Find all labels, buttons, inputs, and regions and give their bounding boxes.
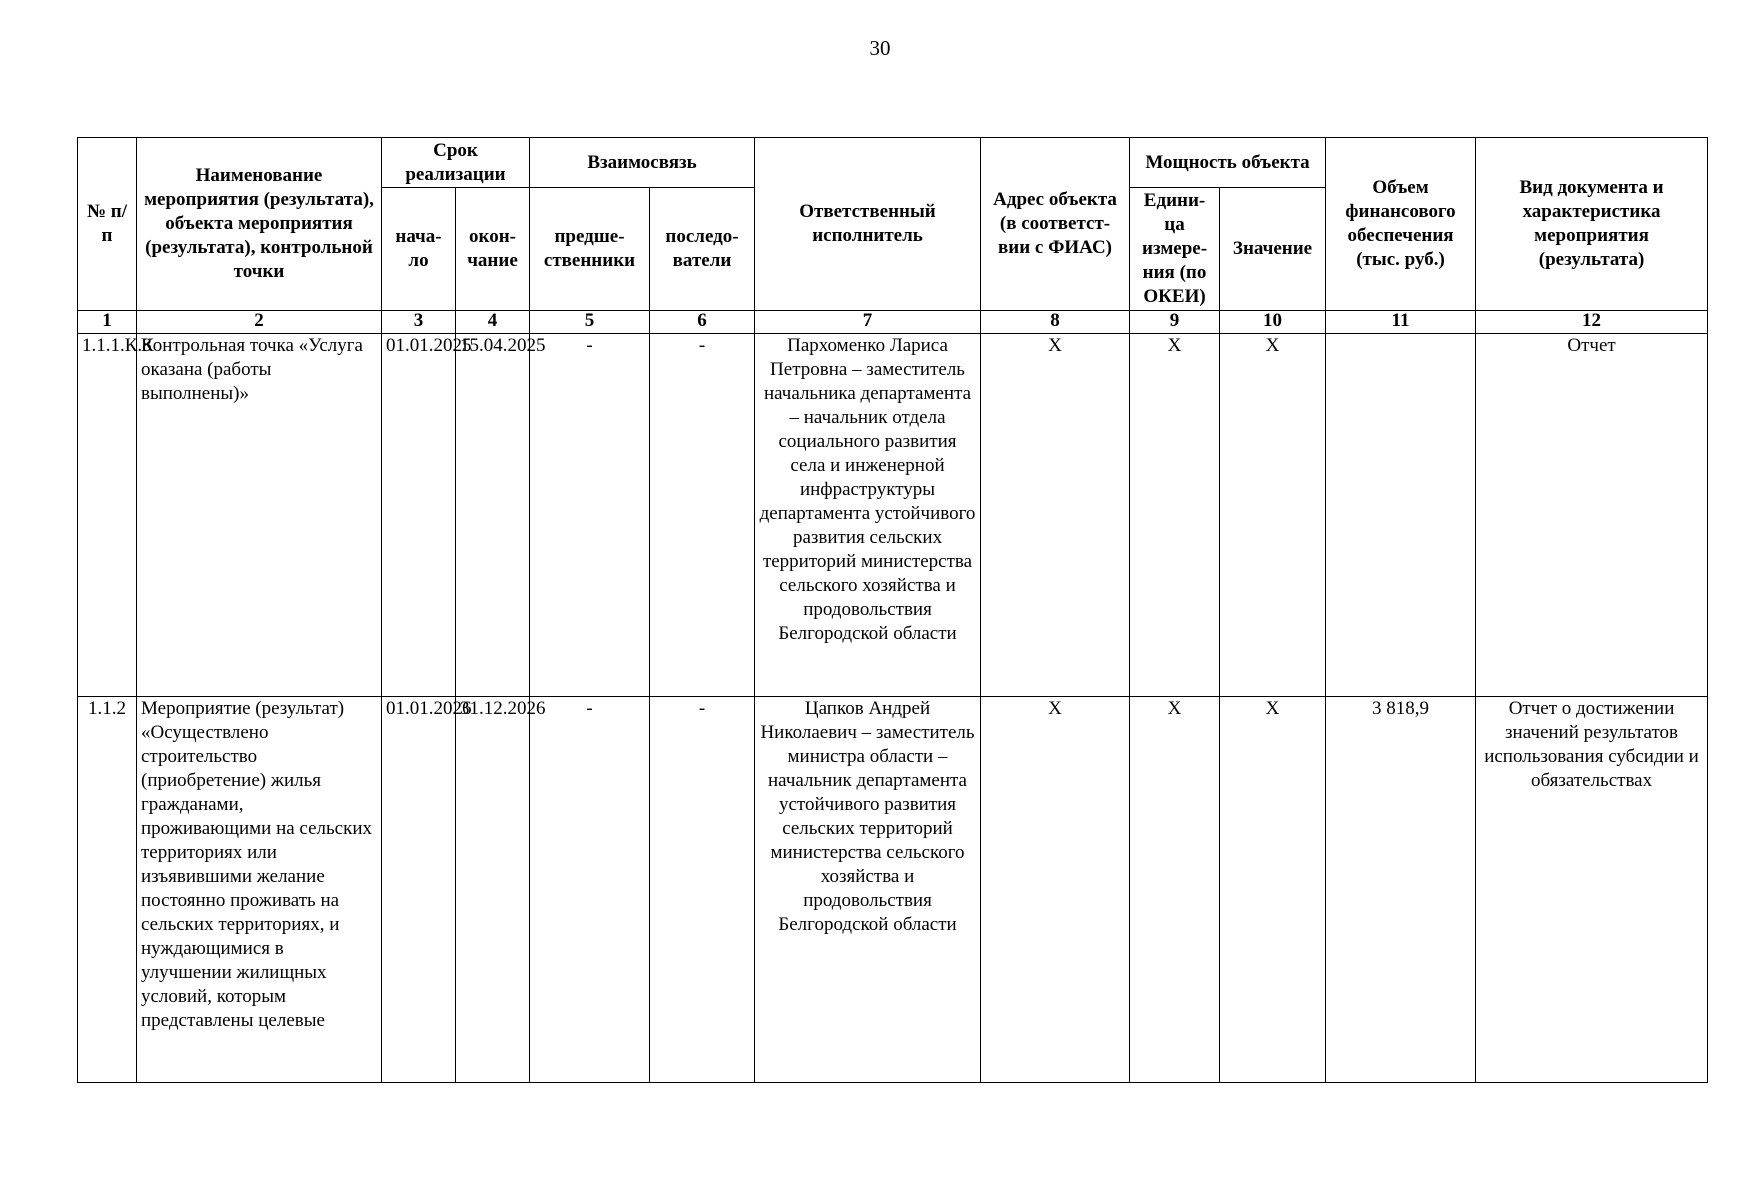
header-capacity-value: Значение <box>1220 188 1326 311</box>
header-relation-next: последо-ватели <box>650 188 755 311</box>
header-term-start: нача-ло <box>382 188 456 311</box>
cell-responsible: Цапков Андрей Николаевич – заместитель министра области – начальник департамента устойчивого развития сельских территорий министерства сельского хозяйства и продовольствия Белгородской области <box>755 697 981 1083</box>
cell-prev: - <box>530 697 650 1083</box>
header-row-1 <box>78 138 1708 188</box>
column-number-row <box>78 311 1708 334</box>
header-finance: Объем финансового обеспечения (тыс. руб.) <box>1326 138 1476 311</box>
header-term-end: окон-чание <box>456 188 530 311</box>
cell-value: Х <box>1220 697 1326 1083</box>
column-number: 7 <box>755 311 981 334</box>
cell-value: Х <box>1220 334 1326 697</box>
header-term: Срок реализации <box>382 138 530 188</box>
column-number: 3 <box>382 311 456 334</box>
header-responsible: Ответственный исполнитель <box>755 138 981 311</box>
plan-table <box>77 137 1708 1083</box>
column-number: 6 <box>650 311 755 334</box>
column-number: 12 <box>1476 311 1708 334</box>
cell-responsible: Пархоменко Лариса Петровна – заместитель начальника департамента – начальник отдела социального развития села и инженерной инфраструктуры департамента устойчивого развития сельских территорий министерства сельского хозяйства и продовольствия Белгородской области <box>755 334 981 697</box>
cell-name: Контрольная точка «Услуга оказана (работы выполнены)» <box>137 334 382 697</box>
table-row <box>78 697 1708 1083</box>
cell-address: Х <box>981 334 1130 697</box>
cell-name: Мероприятие (результат) «Осуществлено строительство (приобретение) жилья гражданами, проживающими на сельских территориях или изъявившими желание постоянно проживать на сельских территориях, и нуждающимися в улучшении жилищных условий, которым представлены целевые <box>137 697 382 1083</box>
cell-num: 1.1.1.К.8 <box>78 334 137 697</box>
cell-start: 01.01.2026 <box>382 697 456 1083</box>
column-number: 2 <box>137 311 382 334</box>
cell-unit: Х <box>1130 697 1220 1083</box>
header-capacity-unit: Едини-ца измере-ния (по ОКЕИ) <box>1130 188 1220 311</box>
column-number: 10 <box>1220 311 1326 334</box>
cell-next: - <box>650 697 755 1083</box>
cell-prev: - <box>530 334 650 697</box>
column-number: 4 <box>456 311 530 334</box>
column-number: 9 <box>1130 311 1220 334</box>
table-row <box>78 334 1708 697</box>
cell-doc: Отчет о достижении значений результатов использования субсидии и обязательствах <box>1476 697 1708 1083</box>
cell-address: Х <box>981 697 1130 1083</box>
cell-num: 1.1.2 <box>78 697 137 1083</box>
header-num: № п/п <box>78 138 137 311</box>
header-doc: Вид документа и характеристика мероприятия (результата) <box>1476 138 1708 311</box>
header-relation: Взаимосвязь <box>530 138 755 188</box>
header-address: Адрес объекта (в соответст-вии с ФИАС) <box>981 138 1130 311</box>
header-name: Наименование мероприятия (результата), объекта мероприятия (результата), контрольной точки <box>137 138 382 311</box>
column-number: 5 <box>530 311 650 334</box>
cell-next: - <box>650 334 755 697</box>
cell-end: 31.12.2026 <box>456 697 530 1083</box>
column-number: 1 <box>78 311 137 334</box>
header-relation-prev: предше-ственники <box>530 188 650 311</box>
column-number: 8 <box>981 311 1130 334</box>
column-number: 11 <box>1326 311 1476 334</box>
cell-finance: 3 818,9 <box>1326 697 1476 1083</box>
cell-doc: Отчет <box>1476 334 1708 697</box>
page-number: 30 <box>869 36 891 60</box>
cell-start: 01.01.2025 <box>382 334 456 697</box>
cell-finance <box>1326 334 1476 697</box>
cell-unit: Х <box>1130 334 1220 697</box>
cell-end: 15.04.2025 <box>456 334 530 697</box>
header-capacity: Мощность объекта <box>1130 138 1326 188</box>
